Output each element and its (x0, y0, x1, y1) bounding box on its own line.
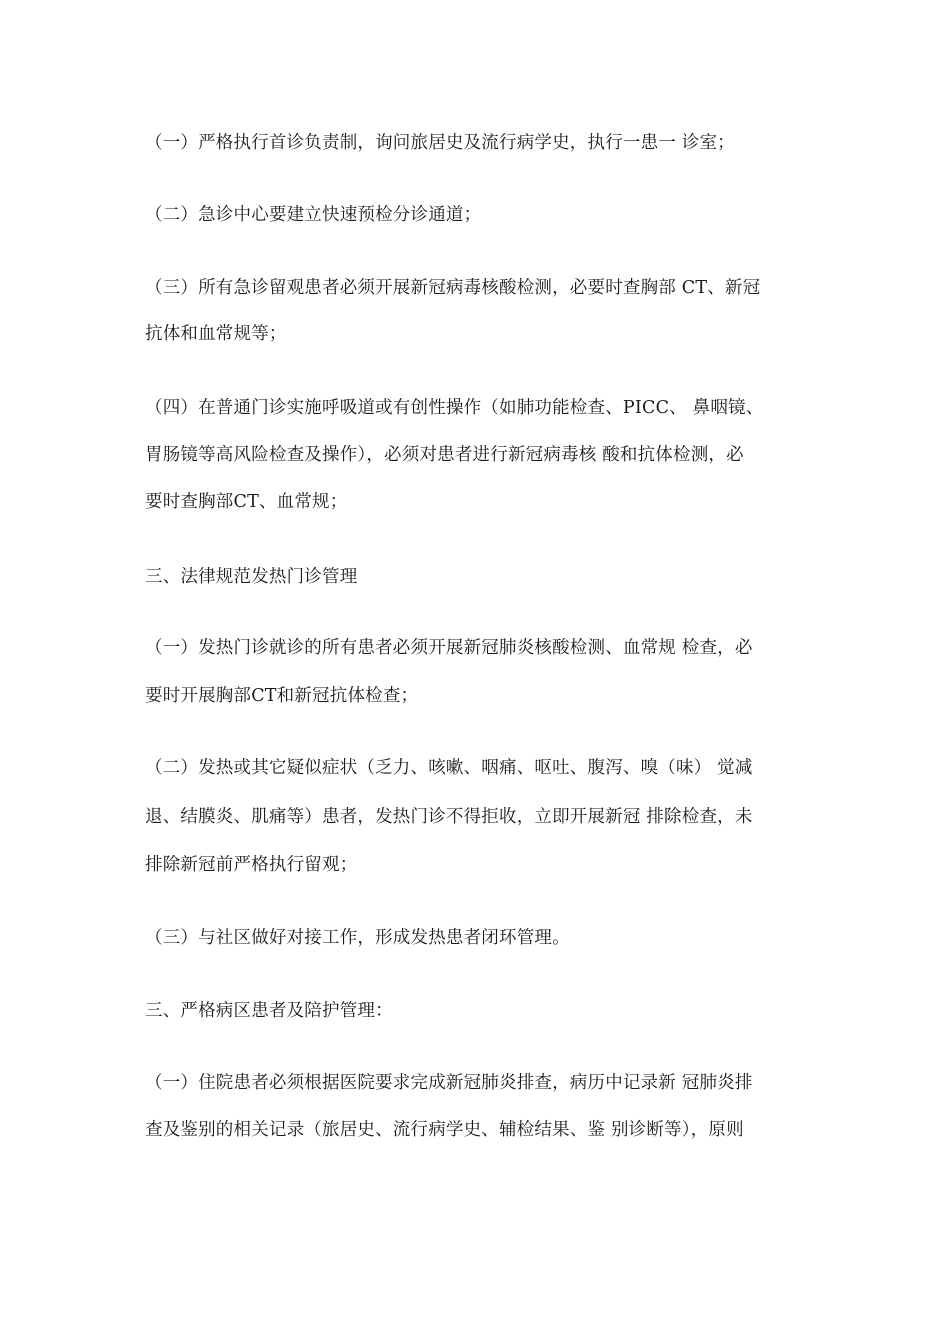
section-heading: 三、法律规范发热门诊管理 (145, 567, 358, 587)
paragraph-line: 抗体和血常规等； (145, 324, 287, 344)
paragraph-line: （二）急诊中心要建立快速预检分诊通道； (145, 205, 482, 225)
paragraph-line: 要时开展胸部CT和新冠抗体检查； (145, 686, 419, 706)
paragraph-line: 退、结膜炎、肌痛等）患者，发热门诊不得拒收，立即开展新冠 排除检查，未 (145, 807, 753, 827)
paragraph-line: （一）住院患者必须根据医院要求完成新冠肺炎排查，病历中记录新 冠肺炎排 (145, 1073, 753, 1093)
paragraph-line: （三）与社区做好对接工作，形成发热患者闭环管理。 (145, 928, 570, 948)
paragraph-line: （三）所有急诊留观患者必须开展新冠病毒核酸检测，必要时查胸部 CT、新冠 (145, 278, 761, 298)
paragraph-line: （一）严格执行首诊负责制，询问旅居史及流行病学史，执行一患一 诊室； (145, 133, 735, 153)
section-heading: 三、严格病区患者及陪护管理： (145, 1001, 393, 1021)
paragraph-line: 要时查胸部CT、血常规； (145, 492, 348, 512)
paragraph-line: 胃肠镜等高风险检查及操作），必须对患者进行新冠病毒核 酸和抗体检测，必 (145, 445, 744, 465)
paragraph-line: （四）在普通门诊实施呼吸道或有创性操作（如肺功能检查、PICC、 鼻咽镜、 (145, 398, 764, 418)
paragraph-line: 排除新冠前严格执行留观； (145, 855, 358, 875)
paragraph-line: 查及鉴别的相关记录（旅居史、流行病学史、辅检结果、鉴 别诊断等），原则 (145, 1120, 744, 1140)
paragraph-line: （一）发热门诊就诊的所有患者必须开展新冠肺炎核酸检测、血常规 检查，必 (145, 638, 753, 658)
paragraph-line: （二）发热或其它疑似症状（乏力、咳嗽、咽痛、呕吐、腹泻、嗅（味） 觉减 (145, 758, 753, 778)
